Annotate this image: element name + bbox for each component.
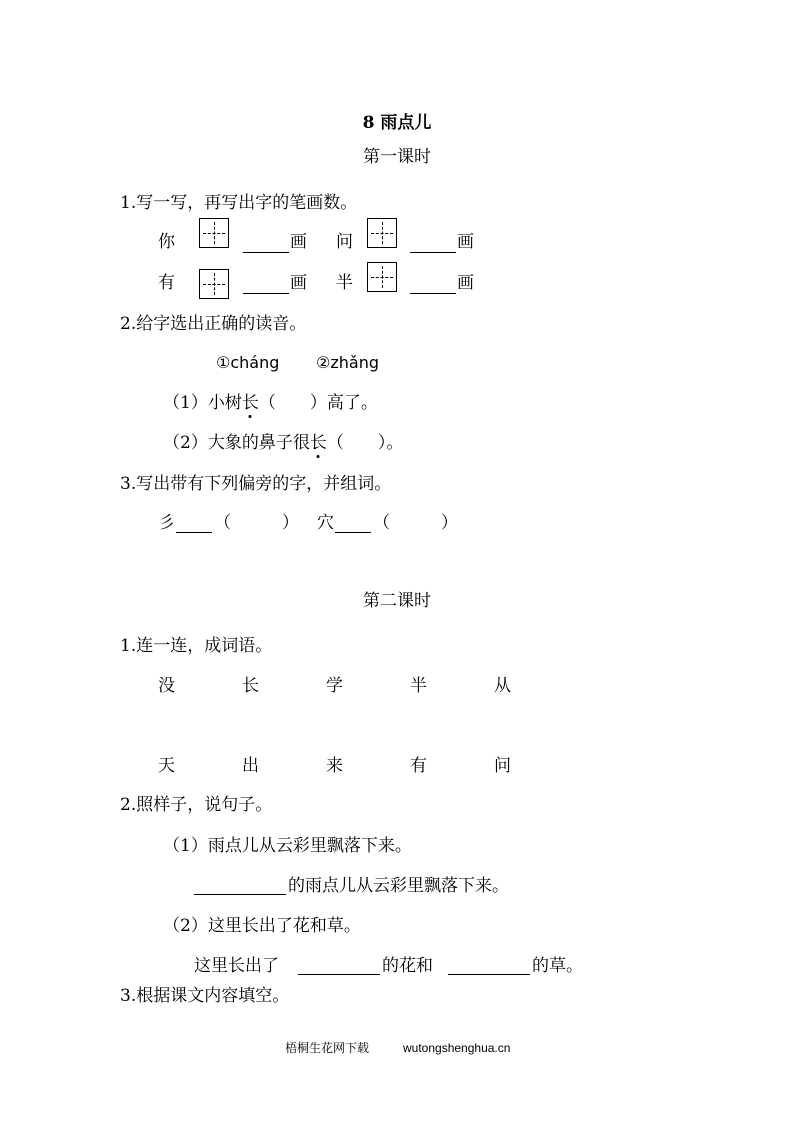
sub-question-2 (163, 435, 403, 452)
stroke-count-blank[interactable] (243, 252, 289, 253)
match-top-word[interactable]: 从 (494, 676, 511, 696)
lesson-heading-2: 第二课时 (363, 591, 431, 611)
char-ban: 半 (336, 273, 353, 293)
word-paren[interactable]: （ ） (373, 513, 458, 533)
match-bottom-word[interactable]: 来 (326, 756, 343, 776)
match-top-word[interactable]: 没 (158, 676, 175, 696)
char-blank[interactable] (335, 532, 371, 533)
page-title: 8 雨点儿 (362, 113, 432, 133)
answer-sentence-2-mid: 的花和 (382, 956, 433, 976)
stroke-count-blank[interactable] (410, 293, 456, 294)
sub-question-1 (163, 395, 378, 412)
target-char: 长 (241, 393, 259, 413)
radical-xue: 穴 (317, 513, 334, 533)
writing-grid-box[interactable] (367, 262, 397, 292)
pinyin-option-1: ①cháng (216, 353, 280, 372)
example-sentence-2: （2）这里长出了花和草。 (163, 916, 361, 936)
char-wen: 问 (336, 232, 353, 252)
sub-question-text: （1）小树 (163, 393, 242, 413)
sub-question-text: （2）大象的鼻子很 (163, 433, 310, 453)
match-bottom-word[interactable]: 天 (158, 756, 175, 776)
stroke-count-blank[interactable] (410, 252, 456, 253)
writing-grid-box[interactable] (199, 269, 229, 299)
char-you: 有 (158, 273, 175, 293)
unit-hua: 画 (457, 273, 474, 293)
footer-source: 梧桐生花网下载 (285, 1041, 370, 1055)
question-2-prompt: 2.给字选出正确的读音。 (120, 314, 307, 334)
char-ni: 你 (158, 232, 175, 252)
match-bottom-word[interactable]: 有 (410, 756, 427, 776)
footer-url[interactable]: wutongshenghua.cn (403, 1041, 511, 1055)
answer-sentence-2-end: 的草。 (532, 956, 583, 976)
answer-sentence-2-start: 这里长出了 (194, 956, 279, 976)
radical-shan: 彡 (158, 513, 175, 533)
writing-grid-box[interactable] (199, 218, 229, 248)
char-blank[interactable] (176, 532, 212, 533)
match-bottom-word[interactable]: 问 (494, 756, 511, 776)
answer-sentence-1: 的雨点儿从云彩里飘落下来。 (288, 876, 509, 896)
word-paren[interactable]: （ ） (214, 513, 299, 533)
question-3-prompt: 3.写出带有下列偏旁的字，并组词。 (120, 474, 392, 494)
stroke-count-blank[interactable] (243, 293, 289, 294)
example-sentence-1: （1）雨点儿从云彩里飘落下来。 (163, 836, 412, 856)
question-1-prompt: 1.写一写，再写出字的笔画数。 (120, 193, 358, 213)
match-top-word[interactable]: 长 (242, 676, 259, 696)
match-bottom-word[interactable]: 出 (242, 756, 259, 776)
unit-hua: 画 (290, 232, 307, 252)
unit-hua: 画 (290, 273, 307, 293)
sentence-blank[interactable] (448, 974, 530, 975)
target-char: 长 (309, 433, 327, 453)
pinyin-option-2: ②zhǎng (316, 353, 379, 372)
sentence-blank[interactable] (298, 974, 380, 975)
match-top-word[interactable]: 半 (410, 676, 427, 696)
answer-paren[interactable]: （ ）高了。 (258, 393, 378, 413)
sentence-blank[interactable] (194, 894, 286, 895)
question-3-prompt: 3.根据课文内容填空。 (120, 986, 290, 1006)
question-2-prompt: 2.照样子，说句子。 (120, 795, 273, 815)
lesson-heading-1: 第一课时 (363, 147, 431, 167)
match-top-word[interactable]: 学 (326, 676, 343, 696)
answer-paren[interactable]: （ ）。 (326, 433, 404, 453)
writing-grid-box[interactable] (367, 218, 397, 248)
question-1-prompt: 1.连一连，成词语。 (120, 636, 273, 656)
unit-hua: 画 (457, 232, 474, 252)
